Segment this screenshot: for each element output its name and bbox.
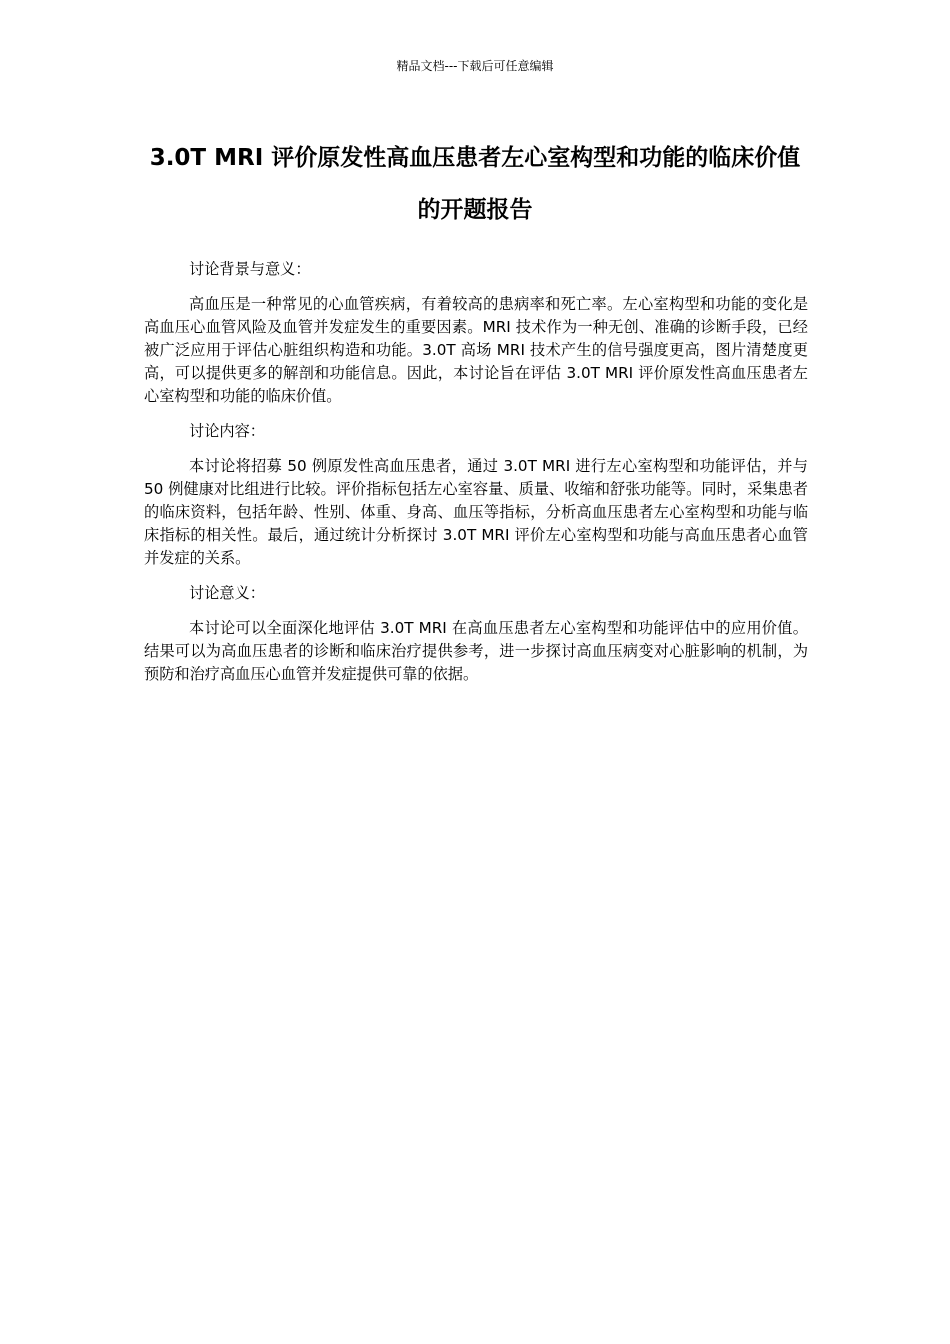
section-heading-background: 讨论背景与意义： xyxy=(189,260,311,278)
section-heading-significance: 讨论意义： xyxy=(189,584,265,602)
document-body xyxy=(144,258,808,698)
section-paragraph-background: 高血压是一种常见的心血管疾病，有着较高的患病率和死亡率。左心室构型和功能的变化是高血压心血管风险及血管并发症发生的重要因素。MRI 技术作为一种无创、准确的诊断手段，已经被广泛应用于评估心脏组织构造和功能。3.0T 高场 MRI 技术产生的信号强度更高，图片清楚度更高，可以提供更多的解剖和功能信息。因此，本讨论旨在评估 3.0T MRI 评价原发性高血压患者左心室构型和功能的临床价值。 xyxy=(144,295,808,405)
document-title: 3.0T MRI 评价原发性高血压患者左心室构型和功能的临床价值的开题报告 xyxy=(149,145,801,223)
section-paragraph-content: 本讨论将招募 50 例原发性高血压患者，通过 3.0T MRI 进行左心室构型和功能评估，并与 50 例健康对比组进行比较。评价指标包括左心室容量、质量、收缩和舒张功能等。同时，采集患者的临床资料，包括年龄、性别、体重、身高、血压等指标，分析高血压患者左心室构型和功能与临床指标的相关性。最后，通过统计分析探讨 3.0T MRI 评价左心室构型和功能与高血压患者心血管并发症的关系。 xyxy=(144,457,808,567)
section-heading-content: 讨论内容： xyxy=(189,422,265,440)
section-paragraph-significance: 本讨论可以全面深化地评估 3.0T MRI 在高血压患者左心室构型和功能评估中的应用价值。结果可以为高血压患者的诊断和临床治疗提供参考，进一步探讨高血压病变对心脏影响的机制，为预防和治疗高血压心血管并发症提供可靠的依据。 xyxy=(144,619,808,683)
header-note: 精品文档---下载后可任意编辑 xyxy=(396,59,554,73)
